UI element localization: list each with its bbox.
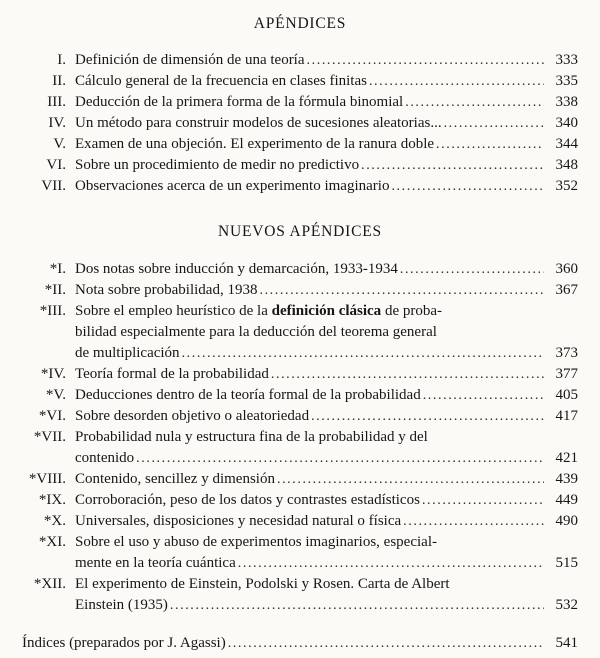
entry-title: Probabilidad nula y estructura fina de la probabilidad y del xyxy=(75,429,428,445)
entry-title: Sobre desorden objetivo o aleatoriedad xyxy=(75,408,310,424)
entry-number: V. xyxy=(53,136,66,152)
toc-entry xyxy=(22,259,578,280)
dot-leader xyxy=(277,469,544,490)
entry-title: Examen de una objeción. El experimento de la ranura doble xyxy=(75,136,435,152)
page-number: 417 xyxy=(555,408,578,424)
entry-title-segment: de proba- xyxy=(381,303,442,319)
dot-leader xyxy=(311,406,544,427)
section-title-apendices: APÉNDICES xyxy=(253,15,347,32)
toc-entry xyxy=(22,71,578,92)
entry-title: Deducciones dentro de la teoría formal de la probabilidad xyxy=(75,387,421,403)
entry-number: *IX. xyxy=(38,492,66,508)
dot-leader xyxy=(238,553,544,574)
toc-entry-line xyxy=(22,343,578,364)
entry-number: *XII. xyxy=(33,576,66,592)
page-number: 439 xyxy=(555,471,578,487)
entry-title: Corroboración, peso de los datos y contrastes estadísticos xyxy=(75,492,420,508)
entry-number: *II. xyxy=(44,282,66,298)
dot-leader xyxy=(182,343,544,364)
toc-entry xyxy=(22,427,578,469)
entry-number: *IV. xyxy=(40,366,66,382)
toc-entry xyxy=(22,574,578,616)
entry-number: VI. xyxy=(46,157,66,173)
dot-leader xyxy=(361,155,544,176)
entry-title: Teoría formal de la probabilidad xyxy=(75,366,269,382)
page-number: 532 xyxy=(555,597,578,613)
entry-title-bold-segment: definición clásica xyxy=(271,303,382,319)
entry-title: Nota sobre probabilidad, 1938 xyxy=(75,282,258,298)
dot-leader xyxy=(444,113,544,134)
page-number: 360 xyxy=(555,261,578,277)
entry-number: *VI. xyxy=(38,408,66,424)
toc-entry xyxy=(22,176,578,197)
entry-number: IV. xyxy=(48,115,66,131)
toc-entry xyxy=(22,511,578,532)
toc-entry-line xyxy=(22,532,578,553)
entry-title-continuation: Einstein (1935) xyxy=(75,597,168,613)
toc-entry-line xyxy=(22,322,578,343)
toc-entry xyxy=(22,134,578,155)
section-title-nuevos-apendices: NUEVOS APÉNDICES xyxy=(218,223,382,240)
entry-title-continuation: mente en la teoría cuántica xyxy=(75,555,236,571)
page-number: 405 xyxy=(555,387,578,403)
dot-leader xyxy=(259,280,544,301)
entry-title: Deducción de la primera forma de la fórmula binomial xyxy=(75,94,404,110)
toc-entry xyxy=(22,280,578,301)
page-number: 449 xyxy=(555,492,578,508)
dot-leader xyxy=(170,595,544,616)
entry-number: III. xyxy=(47,94,66,110)
toc-entry xyxy=(22,532,578,574)
toc-entry-line xyxy=(22,574,578,595)
entry-number: *XI. xyxy=(38,534,66,550)
entry-title-segment: Sobre el empleo heurístico de la xyxy=(75,303,272,319)
page-number: 335 xyxy=(555,73,578,89)
page-number: 344 xyxy=(555,136,578,152)
entry-title: Definición de dimensión de una teoría xyxy=(75,52,305,68)
entry-title: Cálculo general de la frecuencia en clases finitas xyxy=(75,73,367,89)
entry-number: *X. xyxy=(43,513,66,529)
page-number: 338 xyxy=(555,94,578,110)
page-number: 340 xyxy=(555,115,578,131)
page-number: 377 xyxy=(555,366,578,382)
toc-entry xyxy=(22,364,578,385)
dot-leader xyxy=(405,92,544,113)
entry-number: *VIII. xyxy=(28,471,66,487)
dot-leader xyxy=(400,259,544,280)
dot-leader xyxy=(422,490,544,511)
page-number: 490 xyxy=(555,513,578,529)
entry-number: II. xyxy=(52,73,66,89)
dot-leader xyxy=(423,385,544,406)
toc-entry xyxy=(22,50,578,71)
entry-number: *I. xyxy=(49,261,66,277)
dot-leader xyxy=(403,511,544,532)
dot-leader xyxy=(228,633,544,654)
entry-title: Un método para construir modelos de sucesiones aleatorias... xyxy=(75,115,442,131)
toc-entry-line xyxy=(22,595,578,616)
toc-entry xyxy=(22,490,578,511)
entry-title: Sobre el uso y abuso de experimentos imaginarios, especial- xyxy=(75,534,437,550)
toc-entry xyxy=(22,155,578,176)
toc-entry-line xyxy=(22,427,578,448)
dot-leader xyxy=(436,134,544,155)
toc-entry-line xyxy=(22,301,578,322)
entry-title: Observaciones acerca de un experimento imaginario xyxy=(75,178,390,194)
page-number: 367 xyxy=(555,282,578,298)
indices-label: Índices (preparados por J. Agassi) xyxy=(22,635,226,651)
entry-number: *III. xyxy=(39,303,66,319)
entry-title-continuation: de multiplicación xyxy=(75,345,180,361)
toc-entry xyxy=(22,113,578,134)
entry-title: El experimento de Einstein, Podolski y Rosen. Carta de Albert xyxy=(75,576,450,592)
toc-entry xyxy=(22,469,578,490)
entry-number: VII. xyxy=(41,178,66,194)
page-number: 515 xyxy=(555,555,578,571)
page-number: 421 xyxy=(555,450,578,466)
toc-section-apendices xyxy=(22,50,578,197)
toc-entry xyxy=(22,92,578,113)
entry-title: Universales, disposiciones y necesidad natural o física xyxy=(75,513,402,529)
entry-title xyxy=(66,301,442,322)
entry-title-continuation: bilidad especialmente para la deducción del teorema general xyxy=(75,324,437,340)
dot-leader xyxy=(369,71,544,92)
toc-entry xyxy=(22,301,578,364)
toc-entry xyxy=(22,385,578,406)
toc-entry xyxy=(22,406,578,427)
entry-number: *V. xyxy=(45,387,66,403)
entry-title: Sobre un procedimiento de medir no predictivo xyxy=(75,157,360,173)
page-number: 333 xyxy=(555,52,578,68)
toc-entry-line xyxy=(22,448,578,469)
page-number: 352 xyxy=(555,178,578,194)
indices-entry xyxy=(22,633,578,654)
entry-number: *VII. xyxy=(33,429,66,445)
page-number: 541 xyxy=(555,635,578,651)
dot-leader xyxy=(136,448,544,469)
toc-entry-line xyxy=(22,553,578,574)
dot-leader xyxy=(307,50,544,71)
entry-title-continuation: contenido xyxy=(75,450,135,466)
entry-title: Dos notas sobre inducción y demarcación, 1933-1934 xyxy=(75,261,398,277)
dot-leader xyxy=(391,176,544,197)
page-number: 373 xyxy=(555,345,578,361)
dot-leader xyxy=(271,364,544,385)
entry-number: I. xyxy=(57,52,66,68)
entry-title: Contenido, sencillez y dimensión xyxy=(75,471,275,487)
toc-section-nuevos-apendices xyxy=(22,259,578,616)
page-number: 348 xyxy=(555,157,578,173)
